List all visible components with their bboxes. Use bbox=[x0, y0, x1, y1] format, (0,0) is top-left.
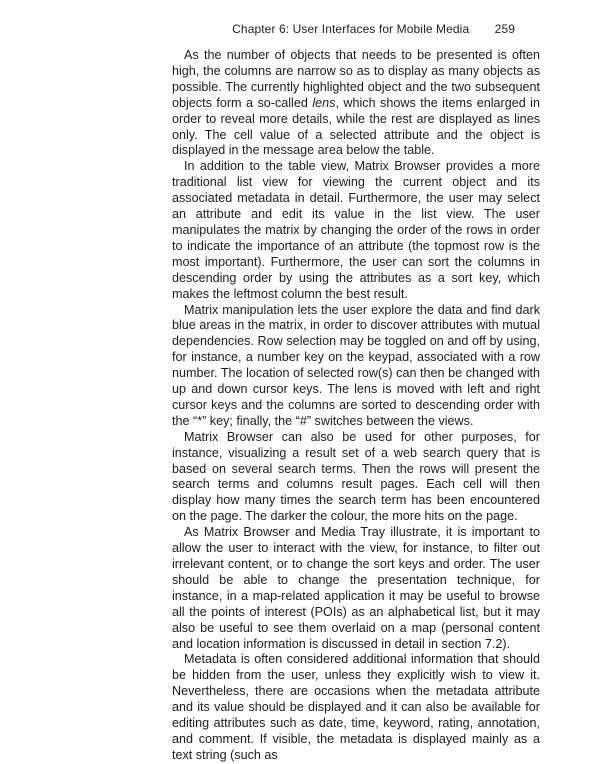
paragraph-1-before: As the number of objects that needs to be presented is often high, the columns are narrow so as to display as many objects as possible. The currently highlighted object and the two subsequent objects form a so-called bbox=[172, 48, 540, 110]
body-text bbox=[172, 48, 540, 764]
running-header bbox=[232, 22, 515, 36]
paragraph-4: Matrix Browser can also be used for other purposes, for instance, visualizing a result set of a web search query that is based on several search terms. Then the rows will present the search terms and columns result pages. Each cell will then display how many times the search term has been encountered on the page. The darker the colour, the more hits on the page. bbox=[172, 429, 540, 524]
paragraph-1-after: , which shows the items enlarged in order to reveal more details, while the rest are displayed as lines only. The cell value of a selected attribute and the object is displayed in the message area below the table. bbox=[172, 95, 540, 158]
paragraph-1 bbox=[172, 48, 540, 159]
page-number: 259 bbox=[494, 22, 515, 36]
chapter-title: Chapter 6: User Interfaces for Mobile Media bbox=[232, 22, 470, 36]
paragraph-6: Metadata is often considered additional information that should be hidden from the user, unless they explicitly wish to view it. Nevertheless, there are occasions when the metadata attribute and its value should be displayed and it can also be available for editing attributes such as date, time, keyword, rating, annotation, and comment. If visible, the metadata is displayed mainly as a text string (such as bbox=[172, 652, 540, 762]
paragraph-2: In addition to the table view, Matrix Browser provides a more traditional list view for viewing the current object and its associated metadata in detail. Furthermore, the user may select an attribute and edit its value in the list view. The user manipulates the matrix by changing the order of the rows in order to indicate the importance of an attribute (the topmost row is the most important). Furthermore, the user can sort the columns in descending order by using the attributes as a sort key, which makes the leftmost column the best result. bbox=[172, 159, 540, 301]
paragraph-5: As Matrix Browser and Media Tray illustrate, it is important to allow the user to interact with the view, for instance, to filter out irrelevant content, or to change the sort keys and order. The user should be able to change the presentation technique, for instance, in a map-related application it may be useful to browse all the points of interest (POIs) as an alphabetical list, but it may also be useful to see them overlaid on a map (personal content and location information is discussed in detail in section 7.2). bbox=[172, 525, 540, 651]
emphasis-lens: lens bbox=[312, 95, 336, 110]
paragraph-3: Matrix manipulation lets the user explore the data and find dark blue areas in the matrix, in order to discover attributes with mutual dependencies. Row selection may be toggled on and off by using, for instance, a number key on the keypad, associated with a row number. The location of selected row(s) can then be changed with up and down cursor keys. The lens is moved with left and right cursor keys and the columns are sorted to descending order with the “*” key; finally, the “#” switches between the views. bbox=[172, 302, 540, 428]
